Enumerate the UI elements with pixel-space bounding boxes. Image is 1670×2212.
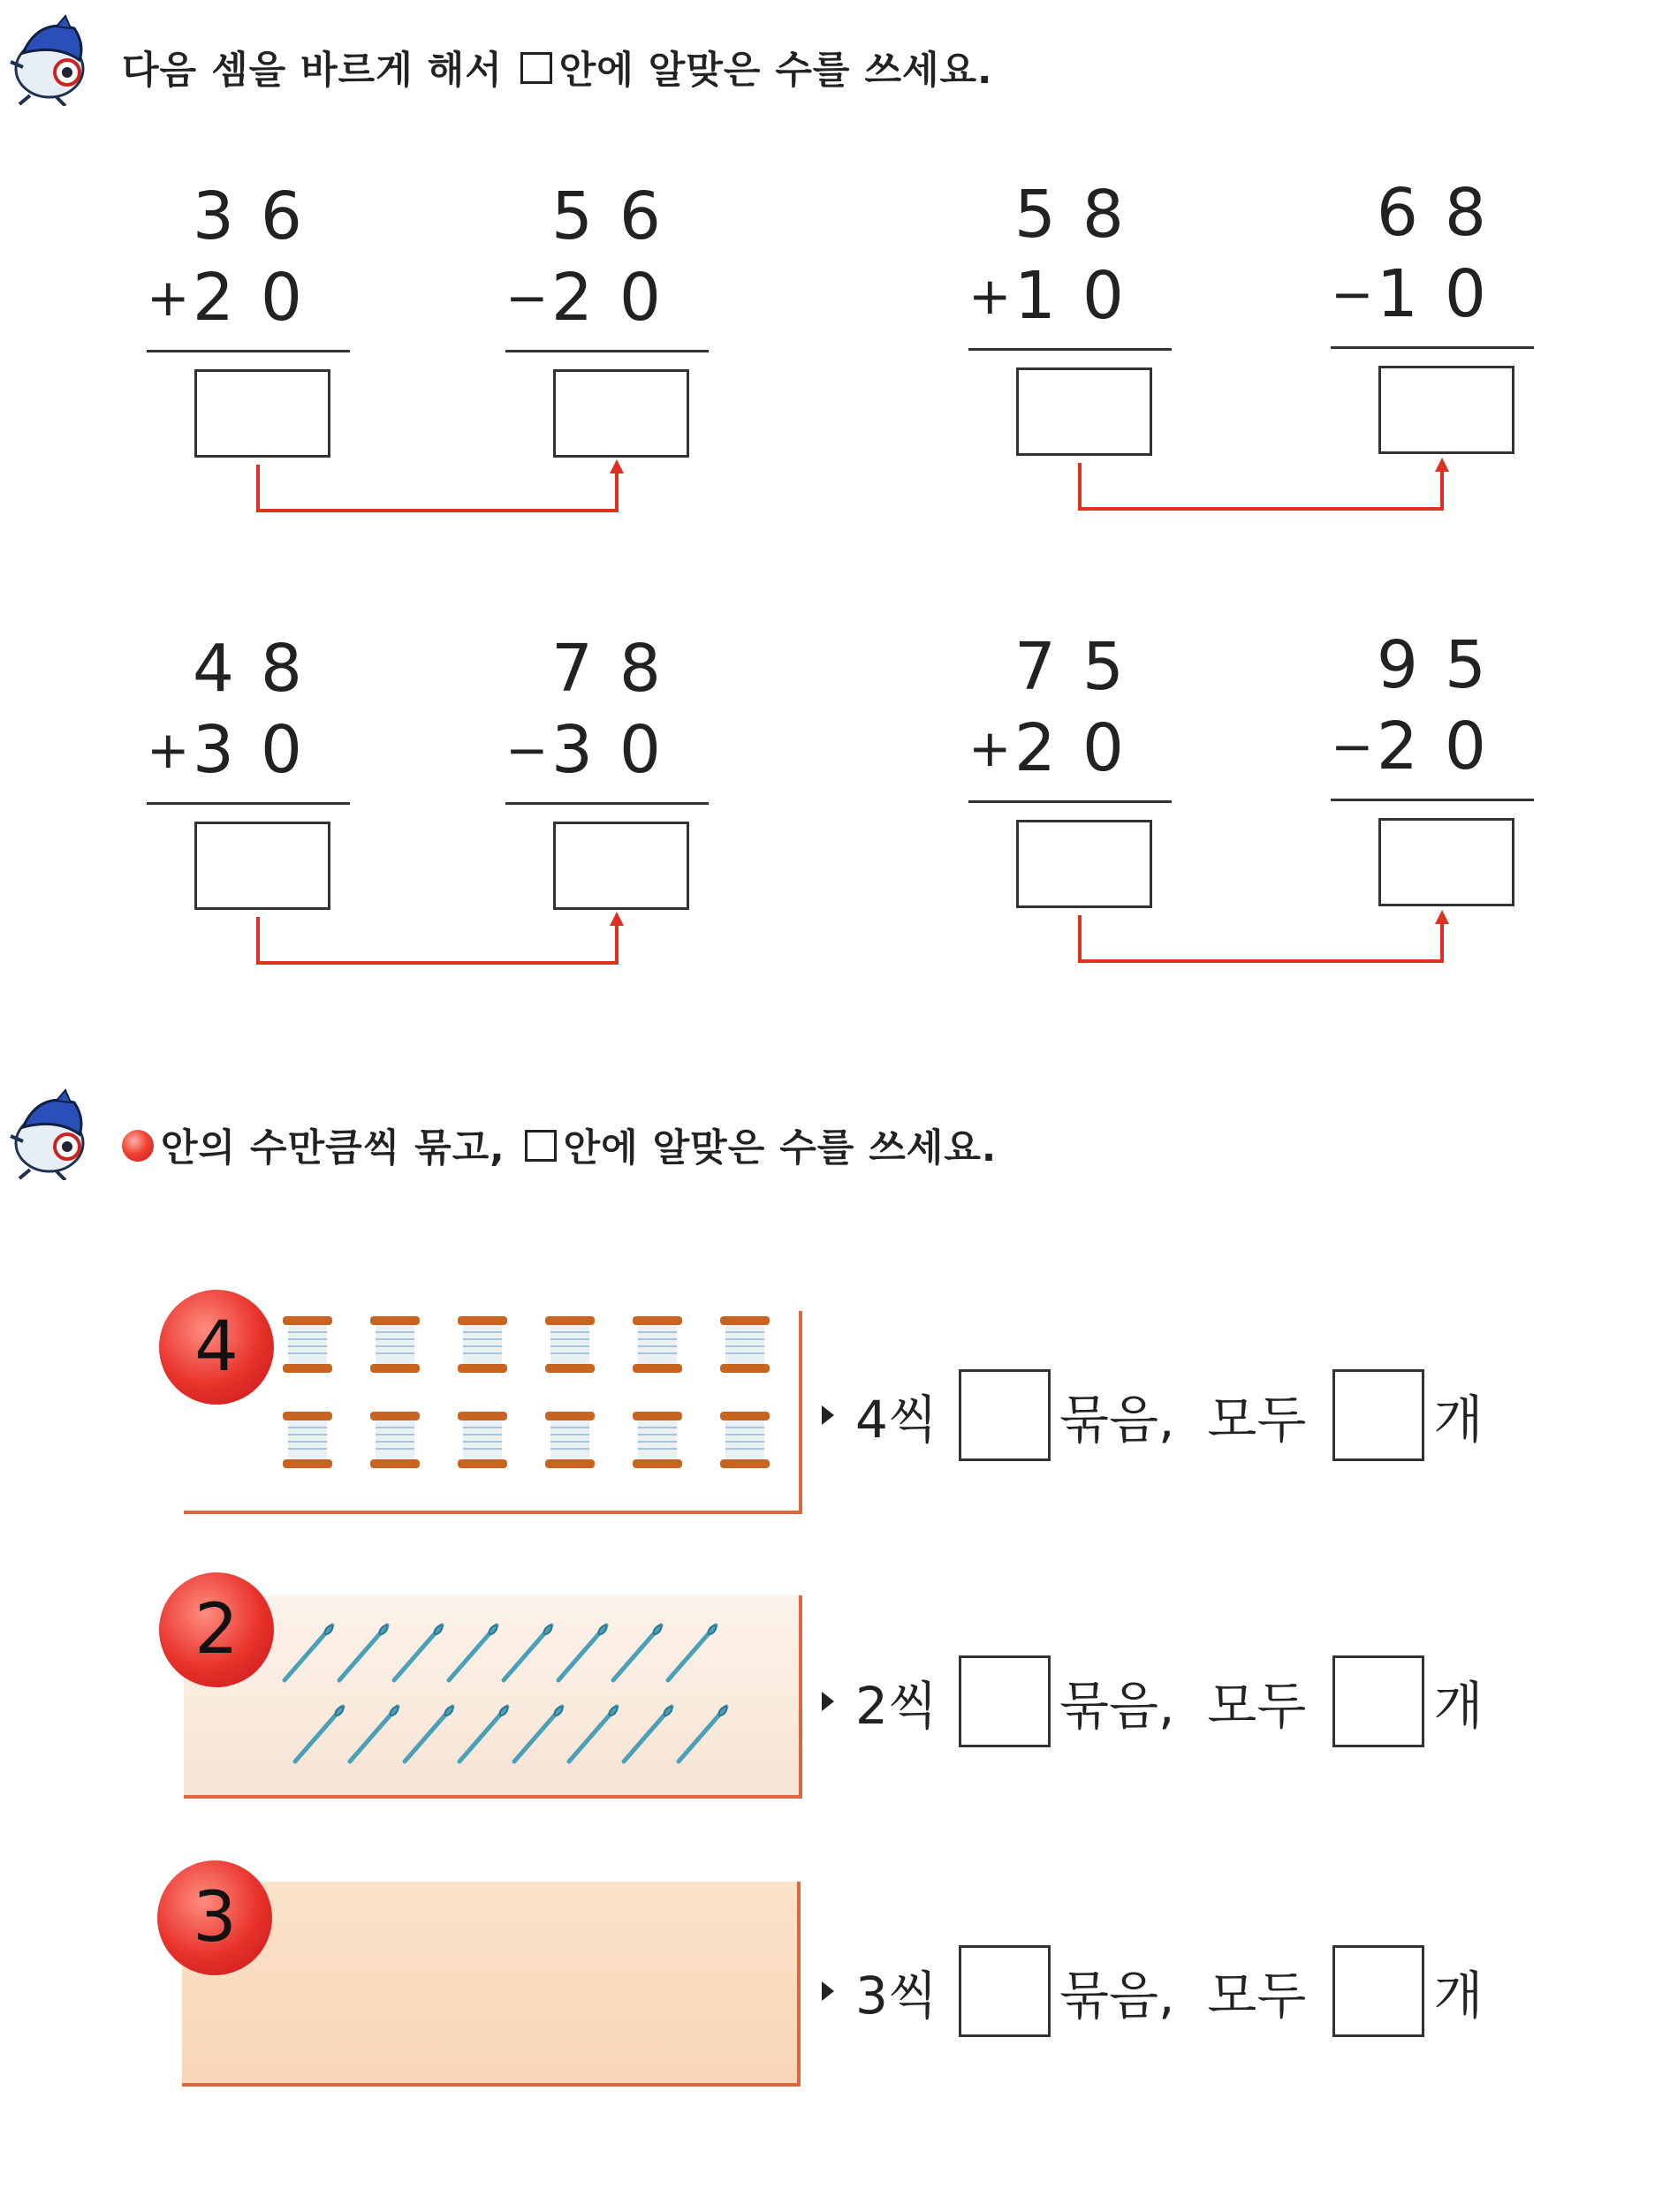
red-dot-icon (122, 1130, 154, 1162)
needle-icon (449, 1624, 498, 1680)
spool-icon (545, 1412, 595, 1468)
spool-icon (720, 1412, 770, 1468)
answer-row-1 (822, 1369, 1483, 1461)
connector-arrow (1069, 458, 1458, 519)
top-number: 95 (1376, 627, 1513, 703)
operator: + (147, 720, 190, 780)
total-answer-box[interactable] (1332, 1945, 1424, 2037)
answer-box[interactable] (1378, 366, 1514, 454)
sum-line (147, 802, 350, 805)
group-label: 3씩 (855, 1966, 937, 2026)
groups-text: 묶음, 모두 (1059, 1966, 1307, 2026)
groups-text: 묶음, 모두 (1059, 1676, 1307, 1736)
bottom-number: 20 (1376, 708, 1513, 784)
bottom-number: 20 (1013, 710, 1150, 786)
top-number: 75 (1013, 629, 1150, 705)
answer-row-3 (822, 1945, 1483, 2037)
needle-icon (459, 1705, 509, 1761)
operator: + (968, 718, 1012, 778)
operator: − (505, 268, 549, 328)
scissors-group (221, 1899, 795, 2076)
answer-box[interactable] (1016, 820, 1152, 908)
instruction-2 (122, 1118, 997, 1172)
problem-2 (505, 178, 709, 449)
instruction-1 (122, 41, 992, 95)
blank-square-icon (520, 52, 552, 84)
total-answer-box[interactable] (1332, 1655, 1424, 1747)
sum-line (968, 348, 1172, 351)
group-label: 4씩 (855, 1390, 937, 1450)
top-number: 36 (192, 178, 329, 254)
mascot-icon (4, 9, 101, 106)
spool-icon (633, 1412, 682, 1468)
spool-icon (458, 1412, 507, 1468)
sum-line (1331, 346, 1534, 349)
connector-arrow (247, 459, 636, 521)
bottom-number: 10 (1013, 258, 1150, 334)
needle-icon (558, 1624, 608, 1680)
connector-arrow (1069, 910, 1458, 972)
spool-icon (283, 1316, 332, 1373)
answer-box[interactable] (194, 369, 330, 458)
spool-icon (370, 1412, 420, 1468)
problem-1 (147, 178, 350, 449)
top-number: 68 (1376, 175, 1513, 251)
group-label: 2씩 (855, 1676, 937, 1736)
spool-icon (633, 1316, 682, 1373)
needle-icon (339, 1624, 389, 1680)
needle-icon (295, 1705, 345, 1761)
groups-answer-box[interactable] (959, 1655, 1051, 1747)
needle-icon (624, 1705, 673, 1761)
total-answer-box[interactable] (1332, 1369, 1424, 1461)
group-size-badge: 4 (159, 1290, 274, 1405)
groups-answer-box[interactable] (959, 1369, 1051, 1461)
bottom-number: 20 (550, 260, 687, 336)
top-number: 56 (550, 178, 687, 254)
triangle-pointer-icon (822, 1692, 834, 1711)
answer-box[interactable] (553, 369, 689, 458)
operator: + (968, 266, 1012, 326)
needle-icon (285, 1624, 334, 1680)
sum-line (505, 350, 709, 352)
bottom-number: 30 (192, 712, 329, 788)
answer-box[interactable] (194, 822, 330, 910)
bottom-number: 30 (550, 712, 687, 788)
blank-square-icon (525, 1130, 557, 1162)
needle-icon (613, 1624, 663, 1680)
problem-6 (505, 631, 709, 901)
bottom-number: 10 (1376, 256, 1513, 332)
groups-answer-box[interactable] (959, 1945, 1051, 2037)
triangle-pointer-icon (822, 1405, 834, 1425)
bottom-number: 20 (192, 260, 329, 336)
needle-group (281, 1622, 776, 1781)
groups-text: 묶음, 모두 (1059, 1390, 1307, 1450)
operator: + (147, 268, 190, 328)
spool-group (281, 1316, 776, 1493)
instruction-1-text-b: 안에 알맞은 수를 쓰세요. (558, 49, 993, 93)
sum-line (1331, 799, 1534, 801)
needle-icon (668, 1624, 717, 1680)
sum-line (968, 800, 1172, 803)
spool-icon (545, 1316, 595, 1373)
sum-line (505, 802, 709, 805)
needle-icon (405, 1705, 454, 1761)
answer-box[interactable] (1378, 818, 1514, 906)
problem-7 (968, 629, 1172, 899)
connector-arrow (247, 912, 636, 973)
spool-icon (283, 1412, 332, 1468)
spool-icon (458, 1316, 507, 1373)
top-number: 58 (1013, 177, 1150, 253)
problem-3 (968, 177, 1172, 447)
answer-row-2 (822, 1655, 1483, 1747)
sum-line (147, 350, 350, 352)
group-size-badge: 3 (157, 1860, 272, 1975)
group-size-badge: 2 (159, 1572, 274, 1687)
operator: − (1331, 716, 1374, 776)
answer-box[interactable] (1016, 367, 1152, 456)
problem-8 (1331, 627, 1534, 898)
instruction-2-text-a: 안의 수만큼씩 묶고, (161, 1126, 505, 1170)
needle-icon (394, 1624, 444, 1680)
mascot-icon (4, 1083, 101, 1180)
top-number: 78 (550, 631, 687, 707)
instruction-2-text-b: 안에 알맞은 수를 쓰세요. (563, 1126, 998, 1170)
triangle-pointer-icon (822, 1981, 834, 2001)
spool-icon (720, 1316, 770, 1373)
spool-icon (370, 1316, 420, 1373)
operator: − (505, 720, 549, 780)
problem-5 (147, 631, 350, 901)
needle-icon (350, 1705, 399, 1761)
problem-4 (1331, 175, 1534, 445)
needle-icon (569, 1705, 619, 1761)
top-number: 48 (192, 631, 329, 707)
needle-icon (504, 1624, 553, 1680)
instruction-1-text-a: 다음 셈을 바르게 해서 (122, 49, 503, 93)
needle-icon (679, 1705, 728, 1761)
operator: − (1331, 264, 1374, 324)
unit-text: 개 (1433, 1390, 1484, 1450)
unit-text: 개 (1433, 1676, 1484, 1736)
answer-box[interactable] (553, 822, 689, 910)
needle-icon (514, 1705, 564, 1761)
unit-text: 개 (1433, 1966, 1484, 2026)
